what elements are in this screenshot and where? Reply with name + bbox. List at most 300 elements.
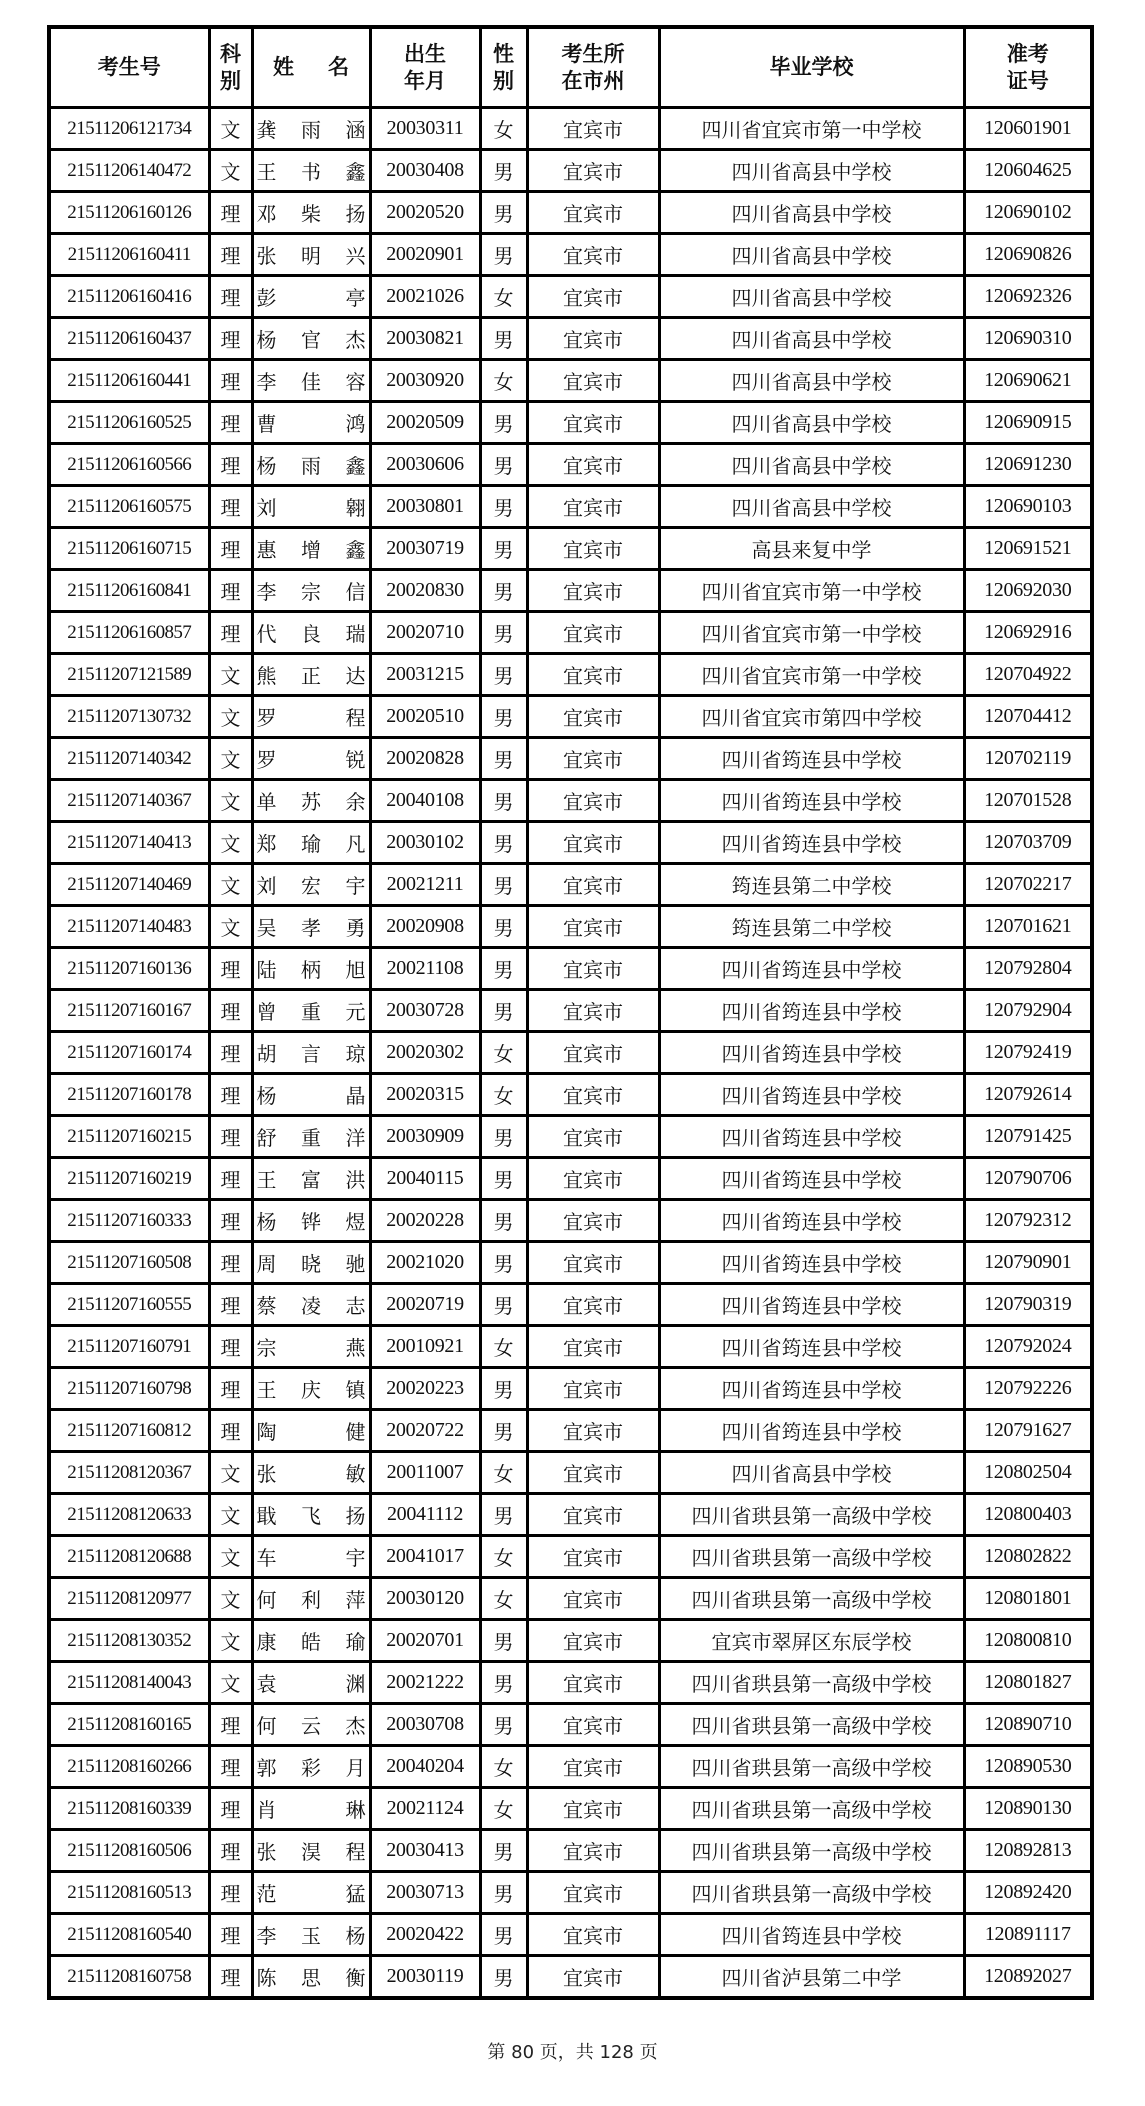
name-char: 柄 <box>301 960 321 982</box>
name-char: 彩 <box>301 1758 321 1780</box>
city-cell: 宜宾市 <box>527 1704 659 1746</box>
school-cell: 四川省泸县第二中学 <box>659 1956 964 1999</box>
gender-cell: 女 <box>480 276 527 318</box>
name-char: 兴 <box>345 246 366 268</box>
subject-cell: 理 <box>209 1116 252 1158</box>
gender-cell: 男 <box>480 1410 527 1452</box>
name-cell <box>252 990 370 1032</box>
subject-cell: 理 <box>209 1074 252 1116</box>
name-cell <box>252 1242 370 1284</box>
name-cell <box>252 864 370 906</box>
exam-number-cell: 21511208120367 <box>49 1452 209 1494</box>
name-cell <box>252 1914 370 1956</box>
name-char: 戢 <box>256 1506 277 1528</box>
subject-cell: 文 <box>209 1620 252 1662</box>
ticket-number-cell: 120801801 <box>964 1578 1092 1620</box>
birth-cell: 20020509 <box>370 402 480 444</box>
city-cell: 宜宾市 <box>527 780 659 822</box>
name-char: 良 <box>301 624 321 646</box>
exam-number-cell: 21511206160857 <box>49 612 209 654</box>
name-cell <box>252 1032 370 1074</box>
header-birth: 出生 年月 <box>370 27 480 108</box>
name-char: 肖 <box>256 1800 277 1822</box>
name-char: 皓 <box>301 1632 321 1654</box>
exam-number-cell: 21511208160165 <box>49 1704 209 1746</box>
ticket-number-cell: 120791425 <box>964 1116 1092 1158</box>
header-name-char-1: 姓 <box>273 55 294 79</box>
name-char: 张 <box>256 246 277 268</box>
ticket-number-cell: 120792419 <box>964 1032 1092 1074</box>
city-cell: 宜宾市 <box>527 1032 659 1074</box>
exam-number-cell: 21511206160416 <box>49 276 209 318</box>
subject-cell: 理 <box>209 1746 252 1788</box>
school-cell: 四川省珙县第一高级中学校 <box>659 1788 964 1830</box>
name-cell <box>252 318 370 360</box>
table-row <box>49 318 1092 360</box>
school-cell: 四川省高县中学校 <box>659 234 964 276</box>
table-row <box>49 1788 1092 1830</box>
ticket-number-cell: 120792614 <box>964 1074 1092 1116</box>
subject-cell: 理 <box>209 1872 252 1914</box>
gender-cell: 男 <box>480 738 527 780</box>
name-char: 杨 <box>345 1926 366 1948</box>
ticket-number-cell: 120601901 <box>964 108 1092 150</box>
subject-cell: 理 <box>209 318 252 360</box>
ticket-number-cell: 120890530 <box>964 1746 1092 1788</box>
city-cell: 宜宾市 <box>527 234 659 276</box>
name-char: 苏 <box>301 792 321 814</box>
city-cell: 宜宾市 <box>527 1368 659 1410</box>
gender-cell: 男 <box>480 1956 527 1999</box>
exam-number-cell: 21511206160841 <box>49 570 209 612</box>
school-cell: 四川省筠连县中学校 <box>659 990 964 1032</box>
ticket-number-cell: 120704922 <box>964 654 1092 696</box>
school-cell: 四川省宜宾市第一中学校 <box>659 654 964 696</box>
gender-cell: 男 <box>480 654 527 696</box>
subject-cell: 理 <box>209 486 252 528</box>
gender-cell: 男 <box>480 1200 527 1242</box>
school-cell: 四川省筠连县中学校 <box>659 1074 964 1116</box>
exam-number-cell: 21511207160136 <box>49 948 209 990</box>
name-cell <box>252 1368 370 1410</box>
name-cell <box>252 486 370 528</box>
table-row <box>49 1200 1092 1242</box>
school-cell: 四川省筠连县中学校 <box>659 1284 964 1326</box>
city-cell: 宜宾市 <box>527 948 659 990</box>
school-cell: 四川省筠连县中学校 <box>659 822 964 864</box>
table-row <box>49 1368 1092 1410</box>
birth-cell: 20030713 <box>370 1872 480 1914</box>
name-char: 瑜 <box>345 1632 366 1654</box>
name-char: 车 <box>256 1548 277 1570</box>
ticket-number-cell: 120690915 <box>964 402 1092 444</box>
name-cell <box>252 654 370 696</box>
exam-number-cell: 21511208160506 <box>49 1830 209 1872</box>
name-char: 范 <box>256 1884 277 1906</box>
city-cell: 宜宾市 <box>527 1284 659 1326</box>
school-cell: 四川省高县中学校 <box>659 318 964 360</box>
subject-cell: 理 <box>209 402 252 444</box>
name-char: 宏 <box>301 876 321 898</box>
gender-cell: 男 <box>480 1158 527 1200</box>
school-cell: 筠连县第二中学校 <box>659 864 964 906</box>
table-row <box>49 1158 1092 1200</box>
city-cell: 宜宾市 <box>527 1158 659 1200</box>
exam-number-cell: 21511206121734 <box>49 108 209 150</box>
header-name-char-2: 名 <box>328 55 349 79</box>
name-cell <box>252 1662 370 1704</box>
name-cell <box>252 234 370 276</box>
city-cell: 宜宾市 <box>527 1788 659 1830</box>
name-char: 正 <box>301 666 321 688</box>
exam-number-cell: 21511207130732 <box>49 696 209 738</box>
city-cell: 宜宾市 <box>527 150 659 192</box>
name-char: 晶 <box>345 1086 366 1108</box>
name-cell <box>252 1200 370 1242</box>
name-char: 猛 <box>345 1884 366 1906</box>
subject-cell: 理 <box>209 528 252 570</box>
name-char: 扬 <box>345 1506 366 1528</box>
birth-cell: 20040204 <box>370 1746 480 1788</box>
subject-cell: 理 <box>209 276 252 318</box>
name-char: 言 <box>301 1044 321 1066</box>
name-char: 宗 <box>256 1338 277 1360</box>
name-char: 书 <box>301 162 321 184</box>
subject-cell: 文 <box>209 1578 252 1620</box>
ticket-number-cell: 120892027 <box>964 1956 1092 1999</box>
exam-number-cell: 21511206160566 <box>49 444 209 486</box>
name-char: 康 <box>256 1632 277 1654</box>
name-char: 杨 <box>256 1086 277 1108</box>
gender-cell: 男 <box>480 822 527 864</box>
school-cell: 四川省珙县第一高级中学校 <box>659 1746 964 1788</box>
city-cell: 宜宾市 <box>527 360 659 402</box>
name-char: 衡 <box>345 1968 366 1990</box>
exam-number-cell: 21511206160575 <box>49 486 209 528</box>
name-char: 郭 <box>256 1758 277 1780</box>
ticket-number-cell: 120703709 <box>964 822 1092 864</box>
exam-number-cell: 21511206160126 <box>49 192 209 234</box>
city-cell: 宜宾市 <box>527 1242 659 1284</box>
name-char: 官 <box>301 330 321 352</box>
school-cell: 四川省珙县第一高级中学校 <box>659 1662 964 1704</box>
school-cell: 四川省筠连县中学校 <box>659 1032 964 1074</box>
gender-cell: 男 <box>480 906 527 948</box>
city-cell: 宜宾市 <box>527 1956 659 1999</box>
name-char: 重 <box>301 1002 321 1024</box>
exam-number-cell: 21511206160437 <box>49 318 209 360</box>
birth-cell: 20030102 <box>370 822 480 864</box>
name-char: 宇 <box>345 1548 366 1570</box>
city-cell: 宜宾市 <box>527 906 659 948</box>
name-cell <box>252 1536 370 1578</box>
document-page <box>47 25 1090 2000</box>
name-cell <box>252 108 370 150</box>
birth-cell: 20030909 <box>370 1116 480 1158</box>
exam-number-cell: 21511207140469 <box>49 864 209 906</box>
city-cell: 宜宾市 <box>527 444 659 486</box>
name-cell <box>252 360 370 402</box>
name-cell <box>252 906 370 948</box>
subject-cell: 理 <box>209 1704 252 1746</box>
name-char: 达 <box>345 666 366 688</box>
name-char: 琼 <box>345 1044 366 1066</box>
birth-cell: 20030728 <box>370 990 480 1032</box>
city-cell: 宜宾市 <box>527 822 659 864</box>
name-char: 雨 <box>301 456 321 478</box>
city-cell: 宜宾市 <box>527 1116 659 1158</box>
table-row <box>49 738 1092 780</box>
school-cell: 四川省筠连县中学校 <box>659 780 964 822</box>
city-cell: 宜宾市 <box>527 1662 659 1704</box>
name-cell <box>252 276 370 318</box>
city-cell: 宜宾市 <box>527 612 659 654</box>
school-cell: 四川省高县中学校 <box>659 402 964 444</box>
school-cell: 四川省珙县第一高级中学校 <box>659 1494 964 1536</box>
name-char: 雨 <box>301 120 321 142</box>
ticket-number-cell: 120891117 <box>964 1914 1092 1956</box>
gender-cell: 男 <box>480 1284 527 1326</box>
name-cell <box>252 1830 370 1872</box>
exam-number-cell: 21511208120633 <box>49 1494 209 1536</box>
name-char: 何 <box>256 1716 277 1738</box>
table-row <box>49 906 1092 948</box>
name-cell <box>252 1494 370 1536</box>
name-char: 李 <box>256 1926 277 1948</box>
ticket-number-cell: 120792312 <box>964 1200 1092 1242</box>
subject-cell: 理 <box>209 1956 252 1999</box>
table-row <box>49 1872 1092 1914</box>
table-row <box>49 1620 1092 1662</box>
birth-cell: 20020510 <box>370 696 480 738</box>
birth-cell: 20030920 <box>370 360 480 402</box>
school-cell: 四川省筠连县中学校 <box>659 738 964 780</box>
name-char: 张 <box>256 1464 277 1486</box>
table-row <box>49 654 1092 696</box>
name-cell <box>252 738 370 780</box>
exam-number-cell: 21511207140367 <box>49 780 209 822</box>
school-cell: 四川省珙县第一高级中学校 <box>659 1830 964 1872</box>
name-char: 曾 <box>256 1002 277 1024</box>
school-cell: 四川省筠连县中学校 <box>659 1116 964 1158</box>
name-char: 翱 <box>345 498 366 520</box>
gender-cell: 女 <box>480 1746 527 1788</box>
name-char: 扬 <box>345 204 366 226</box>
school-cell: 四川省宜宾市第一中学校 <box>659 612 964 654</box>
ticket-number-cell: 120690826 <box>964 234 1092 276</box>
subject-cell: 理 <box>209 1830 252 1872</box>
birth-cell: 20031215 <box>370 654 480 696</box>
school-cell: 四川省高县中学校 <box>659 150 964 192</box>
city-cell: 宜宾市 <box>527 1494 659 1536</box>
gender-cell: 男 <box>480 528 527 570</box>
name-char: 何 <box>256 1590 277 1612</box>
exam-number-cell: 21511207160555 <box>49 1284 209 1326</box>
birth-cell: 20020830 <box>370 570 480 612</box>
name-char: 勇 <box>345 918 366 940</box>
name-char: 鑫 <box>345 162 366 184</box>
subject-cell: 文 <box>209 864 252 906</box>
exam-number-cell: 21511208120977 <box>49 1578 209 1620</box>
gender-cell: 女 <box>480 1788 527 1830</box>
city-cell: 宜宾市 <box>527 318 659 360</box>
ticket-number-cell: 120790319 <box>964 1284 1092 1326</box>
exam-number-cell: 21511208160266 <box>49 1746 209 1788</box>
name-char: 富 <box>301 1170 321 1192</box>
name-char: 袁 <box>256 1674 277 1696</box>
ticket-number-cell: 120792226 <box>964 1368 1092 1410</box>
name-char: 程 <box>345 1842 366 1864</box>
ticket-number-cell: 120800810 <box>964 1620 1092 1662</box>
birth-cell: 20041112 <box>370 1494 480 1536</box>
name-char: 重 <box>301 1128 321 1150</box>
birth-cell: 20040115 <box>370 1158 480 1200</box>
city-cell: 宜宾市 <box>527 1830 659 1872</box>
header-name <box>252 27 370 108</box>
name-char: 涵 <box>345 120 366 142</box>
name-char: 淏 <box>301 1842 321 1864</box>
city-cell: 宜宾市 <box>527 276 659 318</box>
name-char: 鑫 <box>345 540 366 562</box>
school-cell: 四川省宜宾市第四中学校 <box>659 696 964 738</box>
city-cell: 宜宾市 <box>527 1452 659 1494</box>
name-char: 刘 <box>256 876 277 898</box>
table-row <box>49 1116 1092 1158</box>
header-school: 毕业学校 <box>659 27 964 108</box>
gender-cell: 男 <box>480 444 527 486</box>
header-subject: 科 别 <box>209 27 252 108</box>
table-row <box>49 570 1092 612</box>
gender-cell: 男 <box>480 864 527 906</box>
name-cell <box>252 570 370 612</box>
name-cell <box>252 1872 370 1914</box>
name-char: 飞 <box>301 1506 321 1528</box>
exam-number-cell: 21511206160411 <box>49 234 209 276</box>
name-char: 玉 <box>301 1926 321 1948</box>
ticket-number-cell: 120604625 <box>964 150 1092 192</box>
school-cell: 四川省珙县第一高级中学校 <box>659 1578 964 1620</box>
birth-cell: 20030408 <box>370 150 480 192</box>
name-char: 琳 <box>345 1800 366 1822</box>
table-row <box>49 1326 1092 1368</box>
name-cell <box>252 1326 370 1368</box>
candidate-table <box>47 25 1094 2000</box>
subject-cell: 理 <box>209 1200 252 1242</box>
birth-cell: 20040108 <box>370 780 480 822</box>
name-char: 信 <box>345 582 366 604</box>
table-row <box>49 1956 1092 1999</box>
header-exam-no: 考生号 <box>49 27 209 108</box>
name-cell <box>252 1116 370 1158</box>
name-cell <box>252 948 370 990</box>
ticket-number-cell: 120690621 <box>964 360 1092 402</box>
exam-number-cell: 21511207140413 <box>49 822 209 864</box>
city-cell: 宜宾市 <box>527 696 659 738</box>
name-char: 萍 <box>345 1590 366 1612</box>
name-char: 杰 <box>345 1716 366 1738</box>
ticket-number-cell: 120800403 <box>964 1494 1092 1536</box>
subject-cell: 理 <box>209 192 252 234</box>
ticket-number-cell: 120790901 <box>964 1242 1092 1284</box>
name-char: 单 <box>256 792 277 814</box>
subject-cell: 理 <box>209 1788 252 1830</box>
gender-cell: 男 <box>480 1662 527 1704</box>
name-char: 胡 <box>256 1044 277 1066</box>
exam-number-cell: 21511207160174 <box>49 1032 209 1074</box>
birth-cell: 20021020 <box>370 1242 480 1284</box>
table-row <box>49 192 1092 234</box>
name-char: 宗 <box>301 582 321 604</box>
name-char: 吴 <box>256 918 277 940</box>
ticket-number-cell: 120704412 <box>964 696 1092 738</box>
exam-number-cell: 21511206160441 <box>49 360 209 402</box>
name-char: 代 <box>256 624 277 646</box>
name-cell <box>252 402 370 444</box>
name-char: 瑜 <box>301 834 321 856</box>
gender-cell: 女 <box>480 1578 527 1620</box>
exam-number-cell: 21511208160540 <box>49 1914 209 1956</box>
school-cell: 四川省珙县第一高级中学校 <box>659 1872 964 1914</box>
name-char: 程 <box>345 708 366 730</box>
city-cell: 宜宾市 <box>527 738 659 780</box>
subject-cell: 理 <box>209 1326 252 1368</box>
birth-cell: 20020710 <box>370 612 480 654</box>
city-cell: 宜宾市 <box>527 1536 659 1578</box>
name-char: 燕 <box>345 1338 366 1360</box>
table-row <box>49 1074 1092 1116</box>
name-char: 杨 <box>256 330 277 352</box>
city-cell: 宜宾市 <box>527 1074 659 1116</box>
table-body <box>49 108 1092 1999</box>
birth-cell: 20020901 <box>370 234 480 276</box>
school-cell: 四川省筠连县中学校 <box>659 948 964 990</box>
gender-cell: 男 <box>480 570 527 612</box>
school-cell: 四川省筠连县中学校 <box>659 1914 964 1956</box>
exam-number-cell: 21511207160215 <box>49 1116 209 1158</box>
name-char: 旭 <box>345 960 366 982</box>
ticket-number-cell: 120792804 <box>964 948 1092 990</box>
birth-cell: 20020908 <box>370 906 480 948</box>
birth-cell: 20030120 <box>370 1578 480 1620</box>
gender-cell: 男 <box>480 990 527 1032</box>
birth-cell: 20021222 <box>370 1662 480 1704</box>
subject-cell: 文 <box>209 1452 252 1494</box>
subject-cell: 理 <box>209 444 252 486</box>
name-cell <box>252 1452 370 1494</box>
school-cell: 四川省筠连县中学校 <box>659 1368 964 1410</box>
subject-cell: 理 <box>209 990 252 1032</box>
name-char: 亭 <box>345 288 366 310</box>
birth-cell: 20020722 <box>370 1410 480 1452</box>
gender-cell: 男 <box>480 318 527 360</box>
name-char: 刘 <box>256 498 277 520</box>
name-char: 思 <box>301 1968 321 1990</box>
birth-cell: 20030413 <box>370 1830 480 1872</box>
name-cell <box>252 1956 370 1999</box>
ticket-number-cell: 120702217 <box>964 864 1092 906</box>
subject-cell: 理 <box>209 1284 252 1326</box>
subject-cell: 文 <box>209 1494 252 1536</box>
gender-cell: 女 <box>480 1074 527 1116</box>
name-cell <box>252 1410 370 1452</box>
ticket-number-cell: 120890130 <box>964 1788 1092 1830</box>
name-char: 陈 <box>256 1968 277 1990</box>
ticket-number-cell: 120692030 <box>964 570 1092 612</box>
table-row <box>49 1578 1092 1620</box>
gender-cell: 男 <box>480 150 527 192</box>
gender-cell: 男 <box>480 1116 527 1158</box>
gender-cell: 男 <box>480 1242 527 1284</box>
